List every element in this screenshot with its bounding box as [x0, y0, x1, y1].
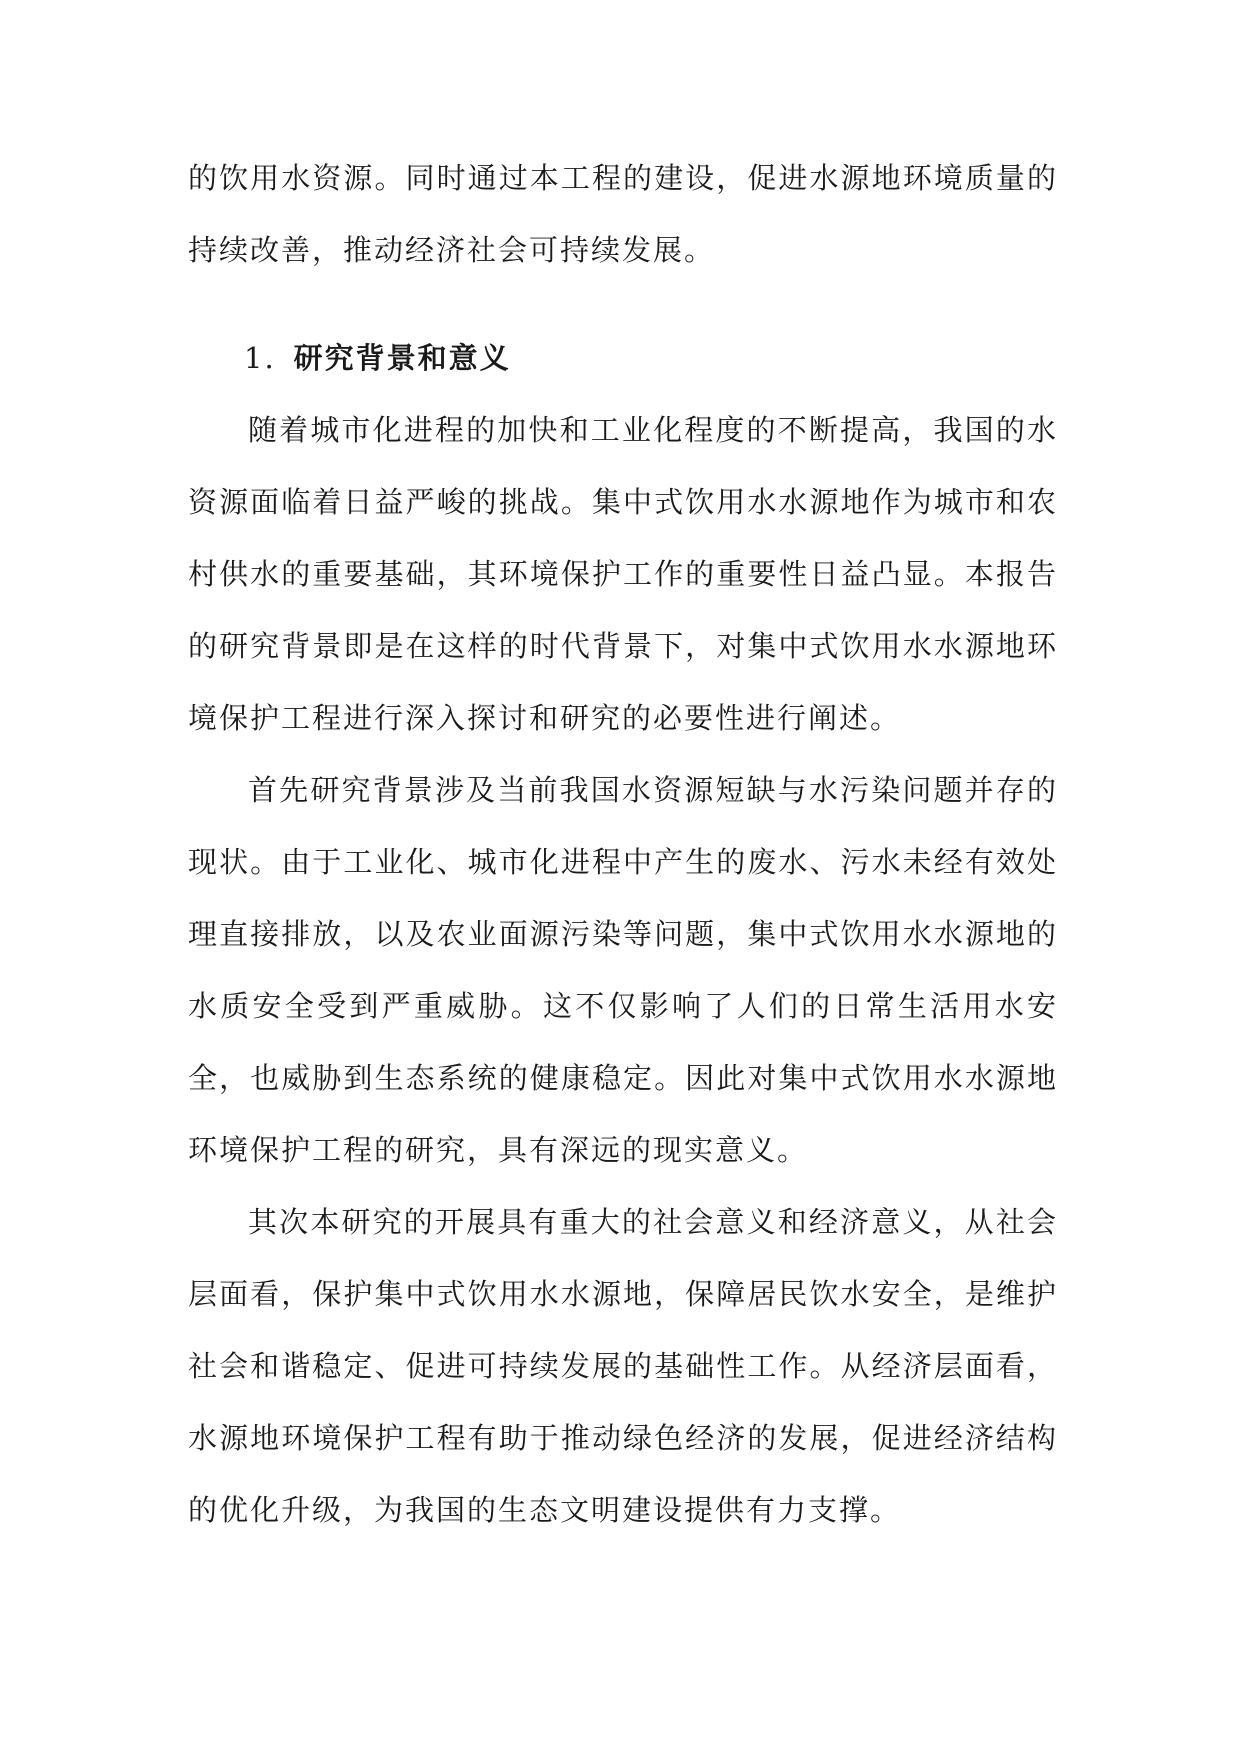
document-body [188, 142, 1058, 1546]
section-number: 1. [244, 341, 276, 375]
paragraph-significance: 其次本研究的开展具有重大的社会意义和经济意义，从社会层面看，保护集中式饮用水水源地，保障居民饮水安全，是维护社会和谐稳定、促进可持续发展的基础性工作。从经济层面看，水源地环境保护工程有助于推动绿色经济的发展，促进经济结构的优化升级，为我国的生态文明建设提供有力支撑。 [188, 1205, 1058, 1527]
paragraph-background: 随着城市化进程的加快和工业化程度的不断提高，我国的水资源面临着日益严峻的挑战。集中式饮用水水源地作为城市和农村供水的重要基础，其环境保护工作的重要性日益凸显。本报告的研究背景即是在这样的时代背景下，对集中式饮用水水源地环境保护工程进行深入探讨和研究的必要性进行阐述。 [188, 413, 1058, 735]
section-heading [188, 322, 1058, 394]
paragraph-continuation: 的饮用水资源。同时通过本工程的建设，促进水源地环境质量的持续改善，推动经济社会可持续发展。 [188, 161, 1058, 267]
section-title: 研究背景和意义 [293, 341, 511, 375]
paragraph-current-situation: 首先研究背景涉及当前我国水资源短缺与水污染问题并存的现状。由于工业化、城市化进程中产生的废水、污水未经有效处理直接排放，以及农业面源污染等问题，集中式饮用水水源地的水质安全受到严重威胁。这不仅影响了人们的日常生活用水安全，也威胁到生态系统的健康稳定。因此对集中式饮用水水源地环境保护工程的研究，具有深远的现实意义。 [188, 773, 1058, 1167]
